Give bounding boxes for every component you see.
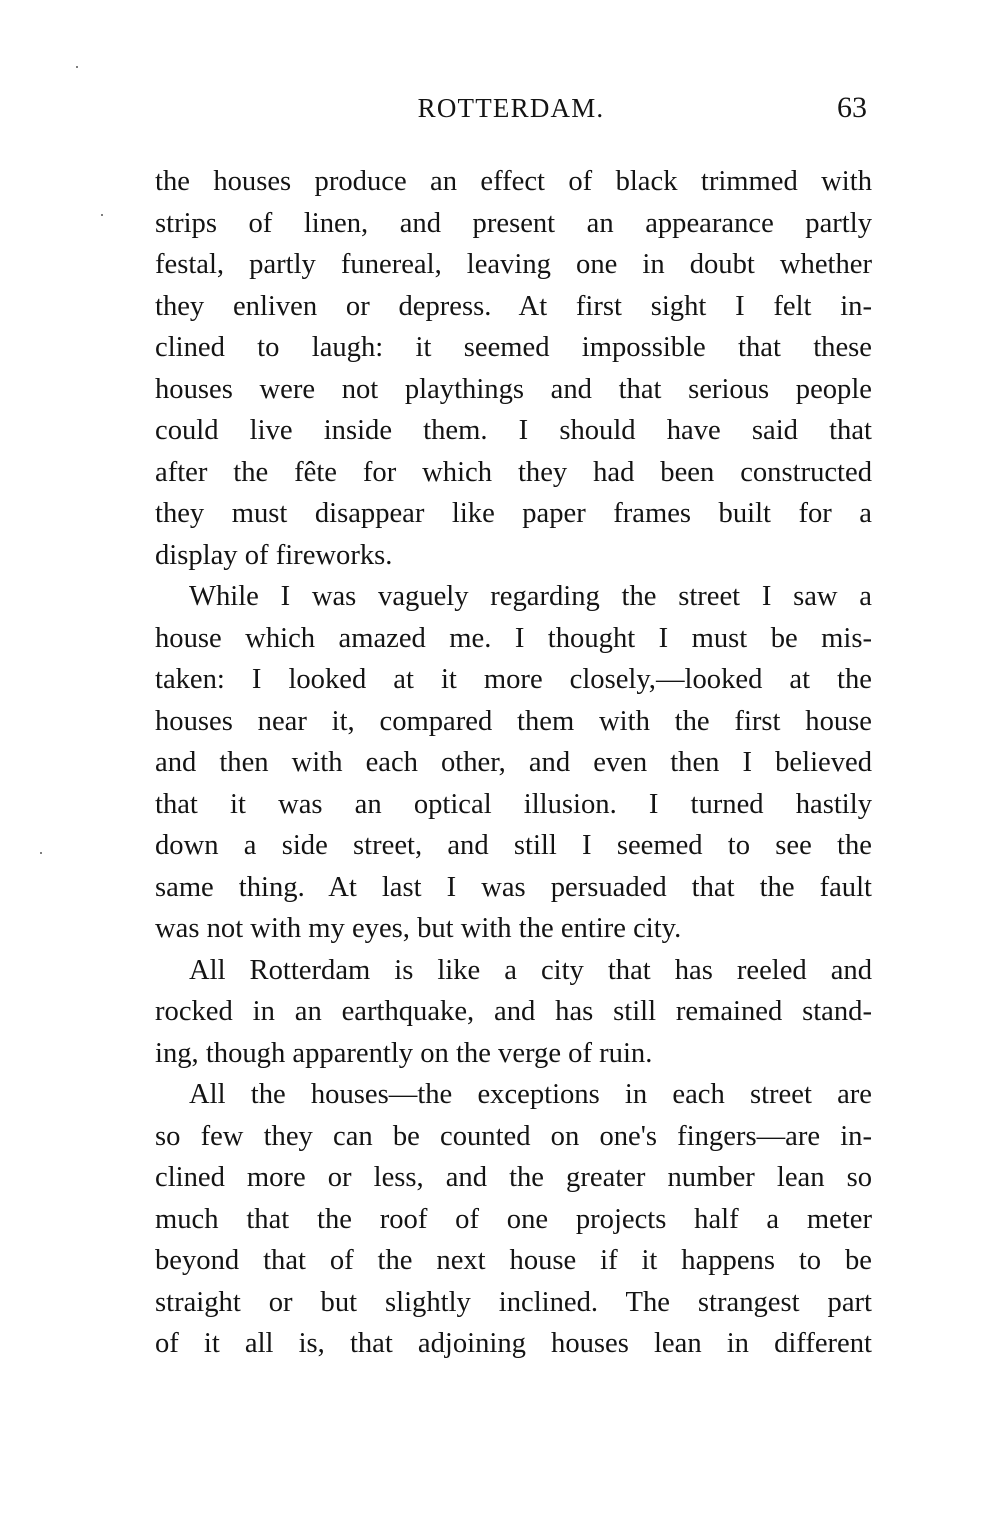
text-line: display of fireworks. bbox=[155, 539, 393, 571]
text-line: they enliven or depress. At first sight I felt in- bbox=[155, 290, 872, 322]
text-line: could live inside them. I should have said that bbox=[155, 415, 872, 446]
text-line: houses near it, compared them with the first house bbox=[155, 705, 872, 737]
text-line: All Rotterdam is like a city that has reeled and bbox=[189, 954, 872, 986]
text-line: was not with my eyes, but with the entire city. bbox=[155, 913, 682, 944]
text-line: they must disappear like paper frames built for a bbox=[155, 498, 872, 529]
text-line: straight or but slightly inclined. The strangest part bbox=[155, 1286, 872, 1318]
paragraph bbox=[155, 950, 872, 1075]
text-line: that it was an optical illusion. I turned hastily bbox=[155, 788, 872, 820]
text-line: clined more or less, and the greater number lean so bbox=[155, 1162, 872, 1193]
text-line: taken: I looked at it more closely,—looked at the bbox=[155, 664, 872, 695]
text-line: house which amazed me. I thought I must be mis- bbox=[155, 622, 872, 654]
text-line: after the fête for which they had been constructed bbox=[155, 456, 872, 488]
text-line: so few they can be counted on one's fingers—are in- bbox=[155, 1120, 872, 1152]
text-line: down a side street, and still I seemed to see the bbox=[155, 830, 872, 861]
text-line: ing, though apparently on the verge of ruin. bbox=[155, 1037, 653, 1069]
paragraph bbox=[155, 1074, 872, 1365]
paragraph bbox=[155, 161, 872, 576]
paragraph bbox=[155, 576, 872, 950]
page-number: 63 bbox=[837, 91, 867, 124]
text-line: same thing. At last I was persuaded that the fault bbox=[155, 871, 872, 903]
text-line: rocked in an earthquake, and has still remained stand- bbox=[155, 996, 872, 1027]
text-line: of it all is, that adjoining houses lean in different bbox=[155, 1328, 872, 1359]
text-line: festal, partly funereal, leaving one in doubt whether bbox=[155, 249, 872, 280]
text-line: the houses produce an effect of black trimmed with bbox=[155, 166, 872, 197]
running-title: ROTTERDAM. bbox=[417, 93, 605, 123]
text-line: houses were not playthings and that serious people bbox=[155, 373, 872, 405]
text-line: much that the roof of one projects half a meter bbox=[155, 1203, 872, 1235]
text-line: All the houses—the exceptions in each street are bbox=[189, 1079, 872, 1110]
text-line: While I was vaguely regarding the street I saw a bbox=[189, 581, 872, 612]
running-head bbox=[155, 88, 867, 128]
text-line: beyond that of the next house if it happens to be bbox=[155, 1245, 872, 1276]
text-line: strips of linen, and present an appearance partly bbox=[155, 207, 872, 239]
text-line: and then with each other, and even then I believed bbox=[155, 747, 872, 778]
text-line: clined to laugh: it seemed impossible that these bbox=[155, 332, 872, 363]
body-text bbox=[155, 161, 872, 1365]
